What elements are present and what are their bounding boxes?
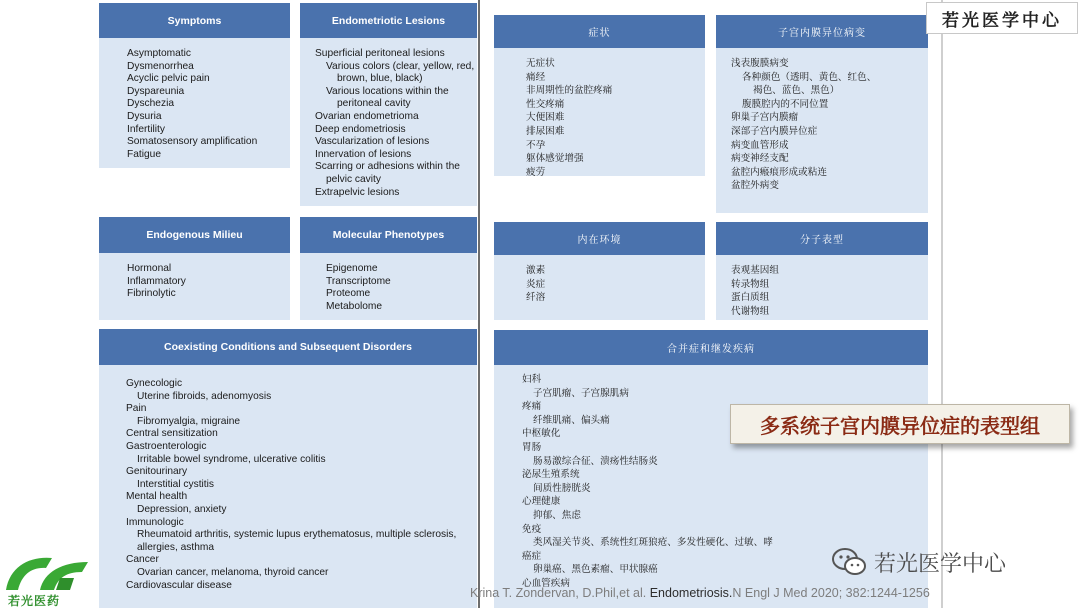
- list-item: Epigenome: [326, 263, 378, 274]
- list-item: Fatigue: [127, 148, 161, 160]
- list-item: Infertility: [127, 123, 165, 135]
- list-item: Proteome: [326, 288, 371, 300]
- list-item: Metabolome: [326, 300, 383, 312]
- list-item: Various colors (clear, yellow, red,: [326, 60, 475, 72]
- list-item: pelvic cavity: [326, 173, 381, 185]
- list-item: Innervation of lesions: [315, 148, 412, 160]
- list-item: brown, blue, black): [337, 73, 423, 85]
- list-item: 纤维肌痛、偏头痛: [533, 414, 610, 426]
- list-item: 卵巢子宫内膜瘤: [731, 112, 799, 124]
- list-item: 炎症: [526, 278, 546, 290]
- list-item: 无症状: [526, 58, 555, 69]
- list-item: Ovarian cancer, melanoma, thyroid cancer: [137, 566, 329, 578]
- list-item: 非周期性的盆腔疼痛: [526, 85, 613, 97]
- list-item: 中枢敏化: [522, 428, 561, 440]
- citation: [470, 586, 930, 600]
- list-item: Irritable bowel syndrome, ulcerative colitis: [137, 453, 326, 465]
- list-item: 躯体感觉增强: [526, 153, 584, 165]
- lesions-list: [315, 48, 474, 199]
- list-item: 深部子宫内膜异位症: [731, 125, 818, 137]
- list-item: 病变血管形成: [731, 139, 789, 151]
- list-item: 癌症: [522, 550, 542, 562]
- zh-milieu-header: 内在环境: [494, 222, 705, 255]
- list-item: Superficial peritoneal lesions: [315, 48, 445, 59]
- list-item: 盆腔外病变: [731, 180, 779, 192]
- slide-edge: [941, 0, 943, 608]
- list-item: Rheumatoid arthritis, systemic lupus erythematosus, multiple sclerosis,: [137, 529, 457, 541]
- company-logo: [0, 550, 96, 608]
- zh-symptoms-list: [526, 57, 612, 179]
- list-item: 不孕: [526, 139, 546, 151]
- list-item: 病变神经支配: [731, 153, 789, 165]
- molecular-header: Molecular Phenotypes: [300, 217, 477, 253]
- brand-label: 若光医学中心: [926, 2, 1078, 34]
- lesions-header: Endometriotic Lesions: [300, 3, 477, 38]
- list-item: Dysuria: [127, 110, 162, 122]
- list-item: 免疫: [522, 523, 542, 535]
- zh-symptoms-header: 症状: [494, 15, 705, 48]
- slide-divider: [478, 0, 480, 608]
- list-item: Depression, anxiety: [137, 503, 227, 515]
- zh-molecular-header: 分子表型: [716, 222, 928, 255]
- list-item: Uterine fibroids, adenomyosis: [137, 390, 272, 402]
- list-item: 蛋白质组: [731, 292, 770, 304]
- list-item: Dysmenorrhea: [127, 60, 194, 72]
- list-item: Genitourinary: [126, 466, 188, 478]
- list-item: 盆腔内瘢痕形成或粘连: [731, 166, 827, 178]
- list-item: Dyschezia: [127, 98, 174, 110]
- list-item: 表观基因组: [731, 265, 779, 276]
- citation-title: Endometriosis.: [649, 586, 733, 600]
- list-item: 激素: [526, 265, 546, 276]
- list-item: 疲劳: [526, 166, 546, 178]
- milieu-header: Endogenous Milieu: [99, 217, 290, 253]
- list-item: 褐色、蓝色、黑色）: [753, 85, 840, 97]
- list-item: allergies, asthma: [137, 541, 215, 553]
- list-item: 纤溶: [526, 292, 546, 304]
- list-item: Fibromyalgia, migraine: [137, 415, 241, 427]
- list-item: 性交疼痛: [526, 98, 565, 110]
- wechat-icon: [832, 547, 866, 577]
- list-item: 胃肠: [522, 441, 542, 453]
- list-item: Cardiovascular disease: [126, 579, 232, 591]
- list-item: Gastroenterologic: [126, 440, 207, 452]
- list-item: 妇科: [522, 374, 542, 385]
- list-item: peritoneal cavity: [337, 98, 411, 110]
- list-item: Extrapelvic lesions: [315, 186, 400, 198]
- molecular-list: [326, 263, 391, 313]
- zh-lesions-list: [731, 57, 876, 193]
- coexisting-list: [126, 378, 456, 592]
- list-item: Acyclic pelvic pain: [127, 73, 210, 85]
- symptoms-header: Symptoms: [99, 3, 290, 38]
- list-item: 子宫肌瘤、子宫腺肌病: [533, 387, 629, 399]
- list-item: Vascularization of lesions: [315, 136, 430, 148]
- list-item: Fibrinolytic: [127, 288, 176, 300]
- list-item: Ovarian endometrioma: [315, 110, 419, 122]
- citation-authors: Krina T. Zondervan, D.Phil,et al.: [470, 586, 650, 600]
- list-item: Inflammatory: [127, 275, 186, 287]
- list-item: 代谢物组: [731, 305, 770, 317]
- list-item: Hormonal: [127, 263, 172, 274]
- list-item: 类风湿关节炎、系统性红斑狼疮、多发性硬化、过敏、哮: [533, 537, 773, 549]
- list-item: 间质性膀胱炎: [533, 482, 591, 494]
- list-item: 卵巢癌、黑色素瘤、甲状腺癌: [533, 564, 658, 576]
- list-item: Various locations within the: [326, 85, 449, 97]
- list-item: Mental health: [126, 491, 188, 503]
- zh-lesions-header: 子宫内膜异位病变: [716, 15, 928, 48]
- zh-molecular-list: [731, 264, 779, 318]
- list-item: Pain: [126, 403, 147, 415]
- symptoms-list: [127, 48, 257, 161]
- list-item: Transcriptome: [326, 275, 391, 287]
- list-item: Somatosensory amplification: [127, 136, 258, 148]
- list-item: Scarring or adhesions within the: [315, 161, 460, 173]
- list-item: 各种颜色（透明、黄色、红色、: [742, 71, 877, 83]
- wechat-watermark: [832, 544, 1006, 580]
- watermark-text: 若光医学中心: [874, 551, 1007, 577]
- list-item: 心理健康: [522, 496, 561, 508]
- list-item: Gynecologic: [126, 378, 183, 389]
- list-item: 疼痛: [522, 401, 542, 413]
- list-item: 肠易激综合征、溃疡性结肠炎: [533, 455, 658, 467]
- list-item: 转录物组: [731, 278, 770, 290]
- list-item: 浅表腹膜病变: [731, 58, 789, 69]
- list-item: Central sensitization: [126, 428, 218, 440]
- list-item: Cancer: [126, 554, 159, 566]
- list-item: Immunologic: [126, 516, 184, 528]
- zh-milieu-list: [526, 264, 545, 305]
- citation-journal: N Engl J Med 2020; 382:1244-1256: [732, 586, 930, 600]
- list-item: 排尿困难: [526, 125, 565, 137]
- phenome-callout: 多系统子宫内膜异位症的表型组: [730, 404, 1070, 444]
- logo-text: 若光医药: [8, 594, 61, 608]
- list-item: 泌尿生殖系统: [522, 469, 580, 481]
- list-item: Dyspareunia: [127, 85, 185, 97]
- list-item: Interstitial cystitis: [137, 478, 214, 490]
- list-item: 抑郁、焦虑: [533, 509, 581, 521]
- milieu-list: [127, 263, 186, 301]
- list-item: Asymptomatic: [127, 48, 191, 59]
- list-item: 痛经: [526, 71, 546, 83]
- list-item: Deep endometriosis: [315, 123, 406, 135]
- list-item: 大便困难: [526, 112, 565, 124]
- list-item: 腹膜腔内的不同位置: [742, 98, 829, 110]
- zh-coexisting-header: 合并症和继发疾病: [494, 330, 928, 365]
- coexisting-header: Coexisting Conditions and Subsequent Disorders: [99, 329, 477, 365]
- list-item: 心血管疾病: [522, 577, 570, 589]
